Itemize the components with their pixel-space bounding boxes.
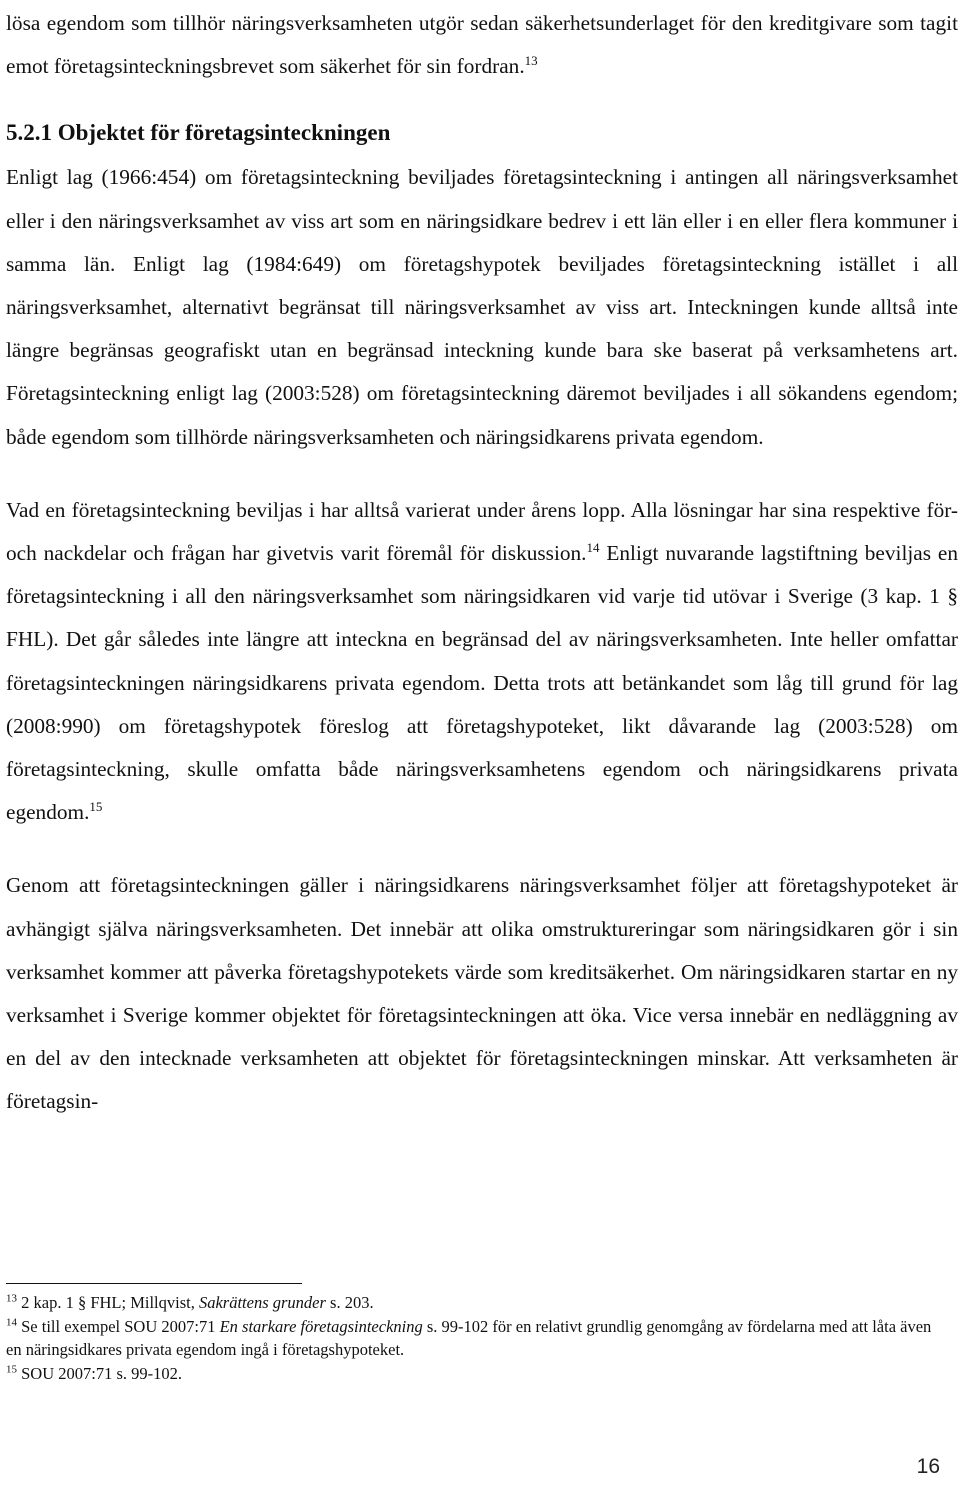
footnote-text: s. 99-102 för en relativt grundlig genomgång av fördelarna med att låta även en näringsidkares privata egendom ingå i företagshypoteket.: [6, 1316, 932, 1359]
footnote-text: SOU 2007:71 s. 99-102.: [21, 1363, 183, 1383]
paragraph-1: Enligt lag (1966:454) om företagsinteckning beviljades företagsinteckning i antingen all näringsverksamhet eller i den näringsverksamhet av viss art som en näringsidkare bedrev i ett län eller i en eller flera kommuner i samma län. Enligt lag (1984:649) om företagshypotek beviljades företagsinteckning istället i all näringsverksamhet, alternativt begränsat till näringsverksamhet av viss art. Inteckningen kunde alltså inte längre begränsas geografiskt utan en begränsad inteckning kunde bara ske baserat på verksamhetens art. Företagsinteckning enligt lag (2003:528) om företagsinteckning däremot beviljades i all sökandens egendom; både egendom som tillhörde näringsverksamheten och näringsidkarens privata egendom.: [6, 165, 958, 449]
footnote-number: 14: [6, 1316, 17, 1328]
footnote-separator: [6, 1283, 302, 1284]
footnote-14: [6, 1315, 946, 1362]
footnote-15: [6, 1362, 946, 1386]
footnote-text: 2 kap. 1 § FHL; Millqvist,: [21, 1293, 199, 1312]
footnote-13: [6, 1291, 946, 1315]
paragraph-3: Genom att företagsinteckningen gäller i näringsidkarens näringsverksamhet följer att företagshypoteket är avhängigt själva näringsverksamheten. Det innebär att olika omstruktureringar som näringsidkaren gör i sin verksamhet kommer att påverka företagshypotekets värde som kreditsäkerhet. Om näringsidkaren startar en ny verksamhet i Sverige kommer objektet för företagsinteckningen att öka. Vice versa innebär en nedläggning av en del av den intecknade verksamheten att objektet för företagsinteckningen minskar. Att verksamheten är företagsin-: [6, 873, 958, 1114]
footnote-title: Sakrättens grunder: [198, 1293, 326, 1312]
document-page: [6, 0, 958, 1124]
intro-paragraph: [6, 2, 958, 88]
footnote-text: s. 203.: [325, 1293, 374, 1312]
footnote-number: 15: [6, 1363, 17, 1375]
paragraph-2: [6, 489, 958, 835]
footnote-text: Se till exempel SOU 2007:71: [21, 1316, 220, 1336]
footnote-title: En starkare företagsinteckning: [219, 1316, 423, 1336]
footnotes: [6, 1291, 946, 1385]
footnote-ref-15[interactable]: 15: [89, 799, 103, 815]
footnote-number: 13: [6, 1292, 17, 1305]
page-number: 16: [916, 1455, 940, 1478]
section-heading: 5.2.1 Objektet för företagsinteckningen: [6, 120, 391, 146]
footnote-ref-13[interactable]: 13: [524, 53, 538, 69]
paragraph-2-part-b: Enligt nuvarande lagstiftning beviljas en företagsinteckning i all den näringsverksamhet som näringsidkaren vid varje tid utövar i Sverige (3 kap. 1 § FHL). Det går således inte längre att inteckna en begränsad del av näringsverksamheten. Inte heller omfattar företagsinteckningen näringsidkarens privata egendom. Detta trots att betänkandet som låg till grund för lag (2008:990) om företagshypotek föreslog att företagshypoteket, likt dåvarande lag (2003:528) om företagsinteckning, skulle omfatta både näringsverksamhetens egendom och näringsidkarens privata egendom.: [6, 541, 958, 825]
paragraph-2-part-a: Vad en företagsinteckning beviljas i har alltså varierat under årens lopp. Alla lösningar har sina respektive för- och nackdelar och frågan har givetvis varit föremål för diskussion.: [6, 497, 958, 566]
intro-text: lösa egendom som tillhör näringsverksamheten utgör sedan säkerhetsunderlaget för den kreditgivare som tagit emot företagsinteckningsbrevet som säkerhet för sin fordran.: [6, 11, 958, 79]
footnote-ref-14[interactable]: 14: [586, 539, 600, 555]
